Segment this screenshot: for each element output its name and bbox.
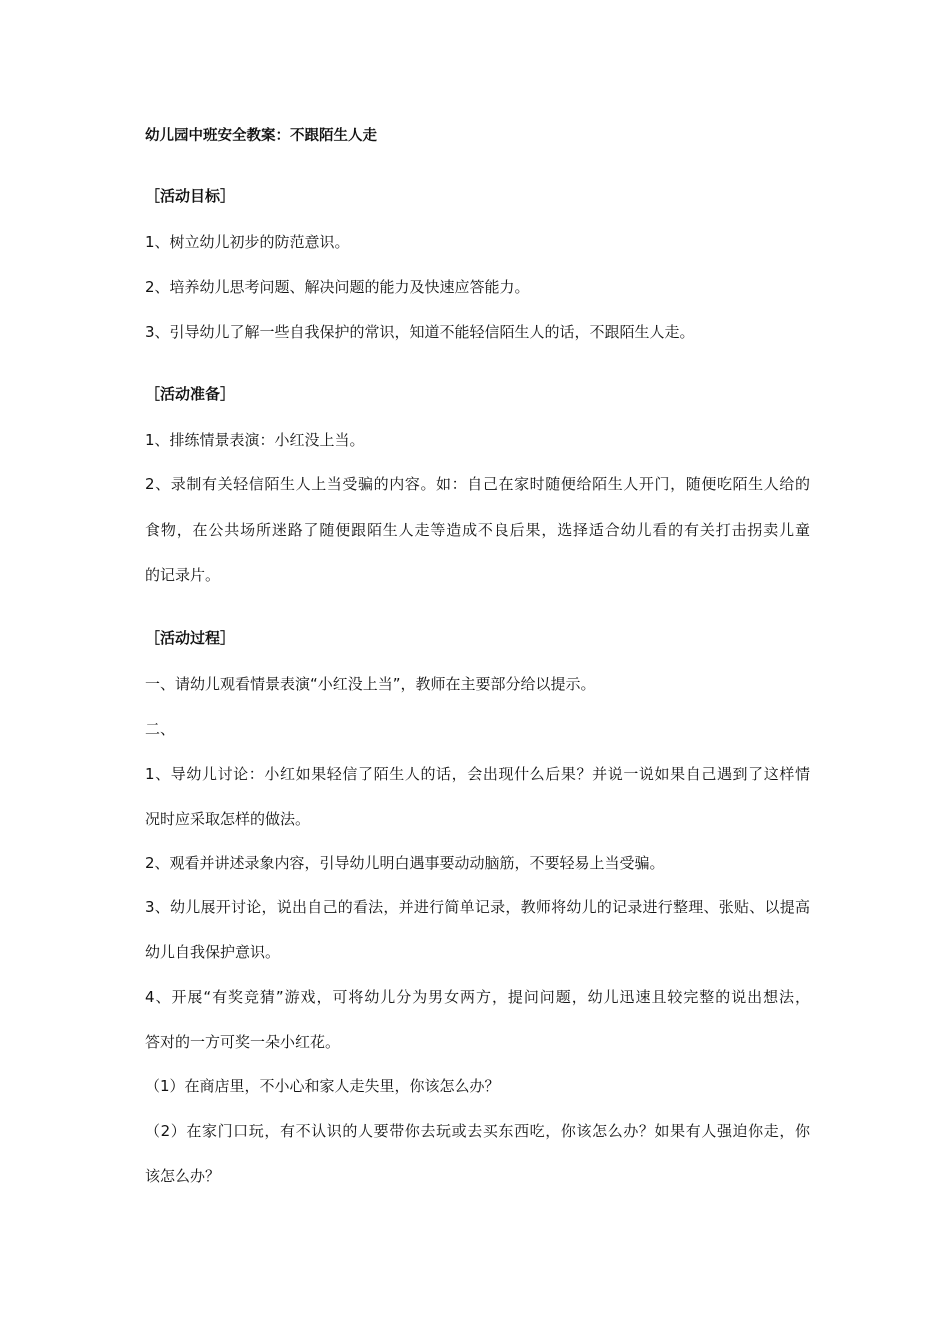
process-line-1: 一、请幼儿观看情景表演“小红没上当”，教师在主要部分给以提示。: [145, 675, 596, 693]
section-heading-preparation: ［活动准备］: [145, 385, 236, 403]
process-line-2: 二、: [145, 720, 176, 738]
prep-item-2-line-1: 2、录制有关轻信陌生人上当受骗的内容。如：自己在家时随便给陌生人开门，随便吃陌生人给的: [145, 475, 810, 493]
process-line-6: 3、幼儿展开讨论，说出自己的看法，并进行简单记录，教师将幼儿的记录进行整理、张贴、以提高: [145, 898, 810, 916]
process-line-8: 4、开展“有奖竞猜”游戏，可将幼儿分为男女两方，提问问题，幼儿迅速且较完整的说出想法，: [145, 988, 810, 1006]
process-line-9: 答对的一方可奖一朵小红花。: [145, 1033, 341, 1051]
document-title: 幼儿园中班安全教案：不跟陌生人走: [145, 128, 377, 144]
process-line-7: 幼儿自我保护意识。: [145, 943, 281, 961]
process-line-4: 况时应采取怎样的做法。: [145, 810, 311, 828]
goal-item-2: 2、培养幼儿思考问题、解决问题的能力及快速应答能力。: [145, 278, 530, 296]
prep-item-2-line-2: 食物，在公共场所迷路了随便跟陌生人走等造成不良后果，选择适合幼儿看的有关打击拐卖儿童: [145, 521, 810, 539]
prep-item-1: 1、排练情景表演：小红没上当。: [145, 431, 365, 449]
process-line-11: （2）在家门口玩，有不认识的人要带你去玩或去买东西吃，你该怎么办？如果有人强迫你走，你: [145, 1122, 810, 1140]
process-line-3: 1、导幼儿讨论：小红如果轻信了陌生人的话，会出现什么后果？并说一说如果自己遇到了这样情: [145, 765, 810, 783]
section-heading-goals: ［活动目标］: [145, 187, 236, 205]
process-line-10: （1）在商店里，不小心和家人走失里，你该怎么办？: [145, 1077, 500, 1095]
goal-item-1: 1、树立幼儿初步的防范意识。: [145, 233, 350, 251]
goal-item-3: 3、引导幼儿了解一些自我保护的常识，知道不能轻信陌生人的话，不跟陌生人走。: [145, 323, 695, 341]
section-heading-process: ［活动过程］: [145, 629, 236, 647]
process-line-12: 该怎么办？: [145, 1167, 221, 1185]
prep-item-2-line-3: 的记录片。: [145, 566, 221, 584]
process-line-5: 2、观看并讲述录象内容，引导幼儿明白遇事要动动脑筋，不要轻易上当受骗。: [145, 854, 665, 872]
